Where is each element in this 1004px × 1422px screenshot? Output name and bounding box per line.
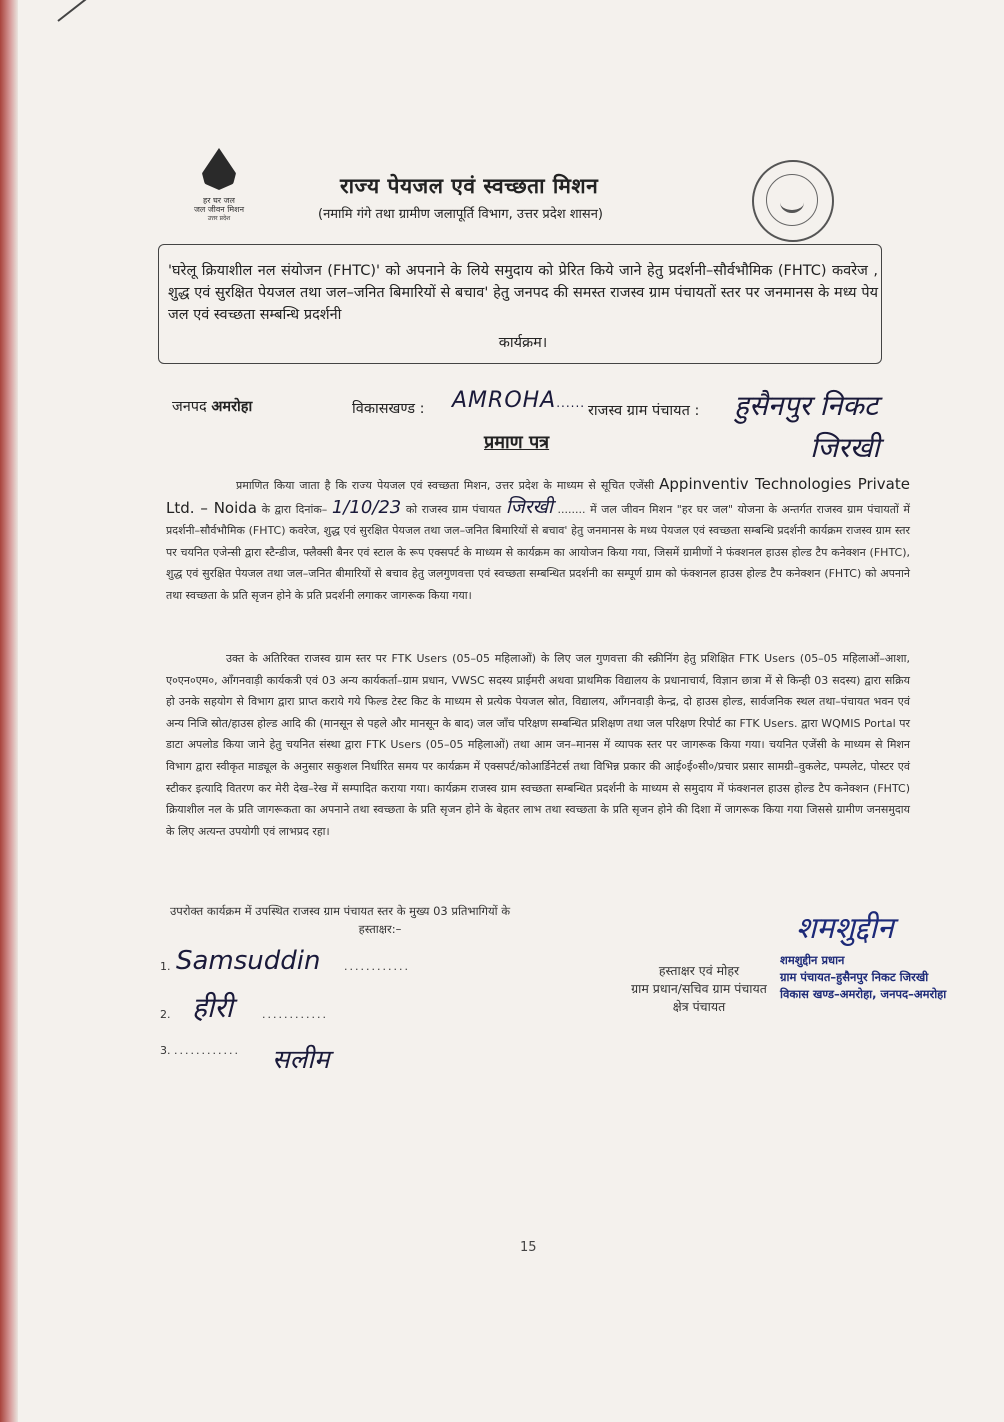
para1-part-a: प्रमाणित किया जाता है कि राज्य पेयजल एवं स्वच्छता मिशन, उत्तर प्रदेश के माध्यम से सूचित एजेंसी (236, 479, 655, 492)
mission-title: राज्य पेयजल एवं स्वच्छता मिशन (340, 174, 599, 198)
certificate-paragraph-1 (166, 474, 910, 607)
banner-tail: कार्यक्रम। (498, 335, 548, 351)
logo-tag-line3: उत्तर प्रदेश (207, 215, 231, 222)
sig1-dots: ............ (344, 960, 410, 973)
village-handwritten: जिरखी (505, 495, 553, 518)
district-label: जनपद (172, 399, 207, 415)
sig-label-line2: हस्ताक्षर:– (358, 922, 402, 936)
stamp-line2: ग्राम पंचायत–हुसैनपुर निकट जिरखी (780, 970, 929, 984)
seal-emblem (780, 192, 804, 213)
har-ghar-jal-logo (188, 148, 250, 226)
agency-name: Appinventiv Technologies Private Ltd. – Noida (166, 475, 910, 517)
district-value: अमरोहा (211, 399, 253, 415)
sig2-handwritten: हीरी (192, 991, 233, 1024)
block-dots: ...... (556, 396, 586, 410)
head-line2: ग्राम प्रधान/सचिव ग्राम पंचायत (631, 981, 767, 996)
binding-edge (0, 0, 18, 1422)
panchayat-value-line2: जिरखी (810, 431, 880, 464)
signature-row-3 (160, 1044, 240, 1057)
sig-label-line1: उपरोक्त कार्यक्रम में उपस्थित राजस्व ग्राम पंचायत स्तर के मुख्य 03 प्रतिभागियों के (170, 904, 511, 918)
district-field (172, 396, 252, 416)
logo-tag-line2: जल जीवन मिशन (193, 205, 245, 214)
pradhan-signature-block (624, 962, 774, 1016)
head-line3: क्षेत्र पंचायत (672, 999, 726, 1014)
sig1-number: 1. (160, 960, 171, 973)
certificate-paragraph-2 (166, 648, 910, 842)
sig1-handwritten: Samsuddin (176, 946, 321, 976)
para2-text: उक्त के अतिरिक्त राजस्व ग्राम स्तर पर FTK Users (05–05 महिलाओं) के लिए जल गुणवत्ता की स्क्रीनिंग हेतु प्रशिक्षित FTK Users (05–05 महिलाओं–आशा, ए०एन०एम०, आँगनवाड़ी कार्यकत्री एवं 03 अन्य कार्यकर्ता–ग्राम प्रधान, VWSC सदस्य प्राईमरी अथवा प्राथमिक विद्यालय के प्रधानाचार्य, विज्ञान छात्रा में से किन्ही 03 सदस्य) द्वारा सक्रिय हो उनके सहयोग से विभाग द्वारा प्राप्त कराये गये फिल्ड टेस्ट किट के माध्यम से प्रत्येक पेयजल स्रोत, विद्यालय, आँगनवाड़ी केन्द्र, दो हाउस होल्ड, सार्वजनिक स्थल तथा–पंचायत भवन एवं अन्य निजि स्रोत/हाउस होल्ड आदि की (मानसून से पहले और मानसून के बाद) जल जाँच परिक्षण सम्बन्धित प्रशिक्षण तथा जल परिक्षण रिपोर्ट का FTK Users. द्वारा WQMIS Portal पर डाटा अपलोड किया जाने हेतु चयनित संस्था द्वारा FTK Users (05–05 महिलाओं) तथा आम जन–मानस में व्यापक स्तर पर जागरूक किया गया। चयनित एजेंसी के माध्यम से मिशन विभाग द्वारा स्वीकृत माड्यूल के अनुसार सकुशल निर्धारित समय पर कार्यक्रम में एक्सपर्ट/कोआर्डिनेटर्स तथा विभिन्न प्रकार की आई०ई०सी०/प्रचार प्रसार सामग्री–वुकलेट, पम्पलेट, पोस्टर एवं स्टीकर इत्यादि वितरण कर मेरी देख–रेख में सम्पादित कराया गया। कार्यक्रम राजस्व ग्राम स्वच्छता सम्बन्धित प्रदर्शनी के माध्यम से समुदाय में फंक्शनल हाउस होल्ड टैप कनेक्शन (FHTC) क्रियाशील नल के प्रति जागरूकता का अपनाने तथा स्वच्छता के प्रति सृजन होने के बेहतर लाभ तथा स्वच्छता के प्रति सृजन होने की दिशा में जागरूक किया गया जिससे ग्रामीण जनसमुदाय के लिए अत्यन्त उपयोगी एवं लाभप्रद रहा। (166, 652, 910, 838)
para1-part-d: ........ में जल जीवन मिशन "हर घर जल" योजना के अन्तर्गत राजस्व ग्राम पंचायतों में प्रदर्शनी–सौर्वभौमिक (FHTC) कवरेज, शुद्ध एवं सुरक्षित पेयजल तथा जल–जनित बिमारियों से बचाव' हेतु जनमानस के मध्य पेयजल एवं स्वच्छता सम्बन्धि प्रदर्शनी कार्यक्रम राजस्व ग्राम स्तर पर चयनित एजेन्सी द्वारा स्टैन्डीज, फ्लैक्सी बैनर एवं स्टाल के रूप एक्सपर्ट के माध्यम से कार्यक्रम का आयोजन किया गया, जिसमें ग्रामीणों ने फंक्शनल हाउस होल्ड टैप कनेक्शन (FHTC), शुद्ध एवं सुरक्षित पेयजल तथा जल–जनित बीमारियों से बचाव हेतु जलगुणवत्ता एवं स्वच्छता सम्बन्धित प्रदर्शनी का सम्पूर्ण ग्राम को फंक्शनल हाउस होल्ड टैप कनेक्शन (FHTC) को अपनाने तथा स्वच्छता के प्रति सृजन होने के प्रति प्रदर्शनी लगाकर जागरूक किया गया। (166, 502, 911, 602)
sig2-dots: ............ (262, 1008, 328, 1021)
signature-row-2 (160, 1008, 328, 1021)
water-drop-icon (202, 148, 236, 190)
para1-part-b: के द्वारा दिनांक– (261, 502, 328, 516)
banner-main-text: 'घरेलू क्रियाशील नल संयोजन (FHTC)' को अपनाने के लिये समुदाय को प्रेरित किये जाने हेतु प्रदर्शनी–सौर्वभौमिक (FHTC) कवरेज , शुद्ध एवं सुरक्षित पेयजल तथा जल–जनित बिमारियों से बचाव' हेतु जनपद की समस्त राजस्व ग्राम पंचायतों स्तर पर जनमानस के मध्य पेय जल एवं स्वच्छता सम्बन्धि प्रदर्शनी (168, 263, 878, 323)
pradhan-ink-signature: शमशुद्दीन (796, 911, 894, 946)
sig3-number: 3. (160, 1044, 171, 1057)
pradhan-stamp (780, 952, 968, 1003)
stamp-line1: शमशुद्दीन प्रधान (780, 953, 845, 967)
sig2-number: 2. (160, 1008, 171, 1021)
programme-banner-text (168, 260, 878, 354)
block-label: विकासखण्ड : (352, 401, 425, 417)
stamp-line3: विकास खण्ड–अमरोहा, जनपद–अमरोहा (780, 987, 947, 1001)
logo-tag-line1: हर घर जल (203, 196, 235, 205)
certificate-title: प्रमाण पत्र (484, 432, 550, 453)
block-value: AMROHA (452, 388, 557, 413)
para1-part-c: को राजस्व ग्राम पंचायत (405, 502, 502, 516)
head-line1: हस्ताक्षर एवं मोहर (658, 963, 740, 978)
mission-subtitle: (नमामि गंगे तथा ग्रामीण जलापूर्ति विभाग, उत्तर प्रदेश शासन) (318, 207, 603, 222)
up-government-seal-icon (752, 160, 834, 242)
programme-date: 1/10/23 (331, 496, 402, 518)
sig3-dots: ............ (174, 1044, 240, 1057)
page-number: 15 (520, 1240, 537, 1255)
panchayat-label: राजस्व ग्राम पंचायत : (588, 403, 700, 419)
panchayat-value-line1: हुसैनपुर निकट (734, 389, 879, 422)
block-value-handwritten (452, 388, 585, 413)
sig3-handwritten: सलीम (272, 1045, 330, 1075)
participants-signature-label (170, 902, 590, 938)
